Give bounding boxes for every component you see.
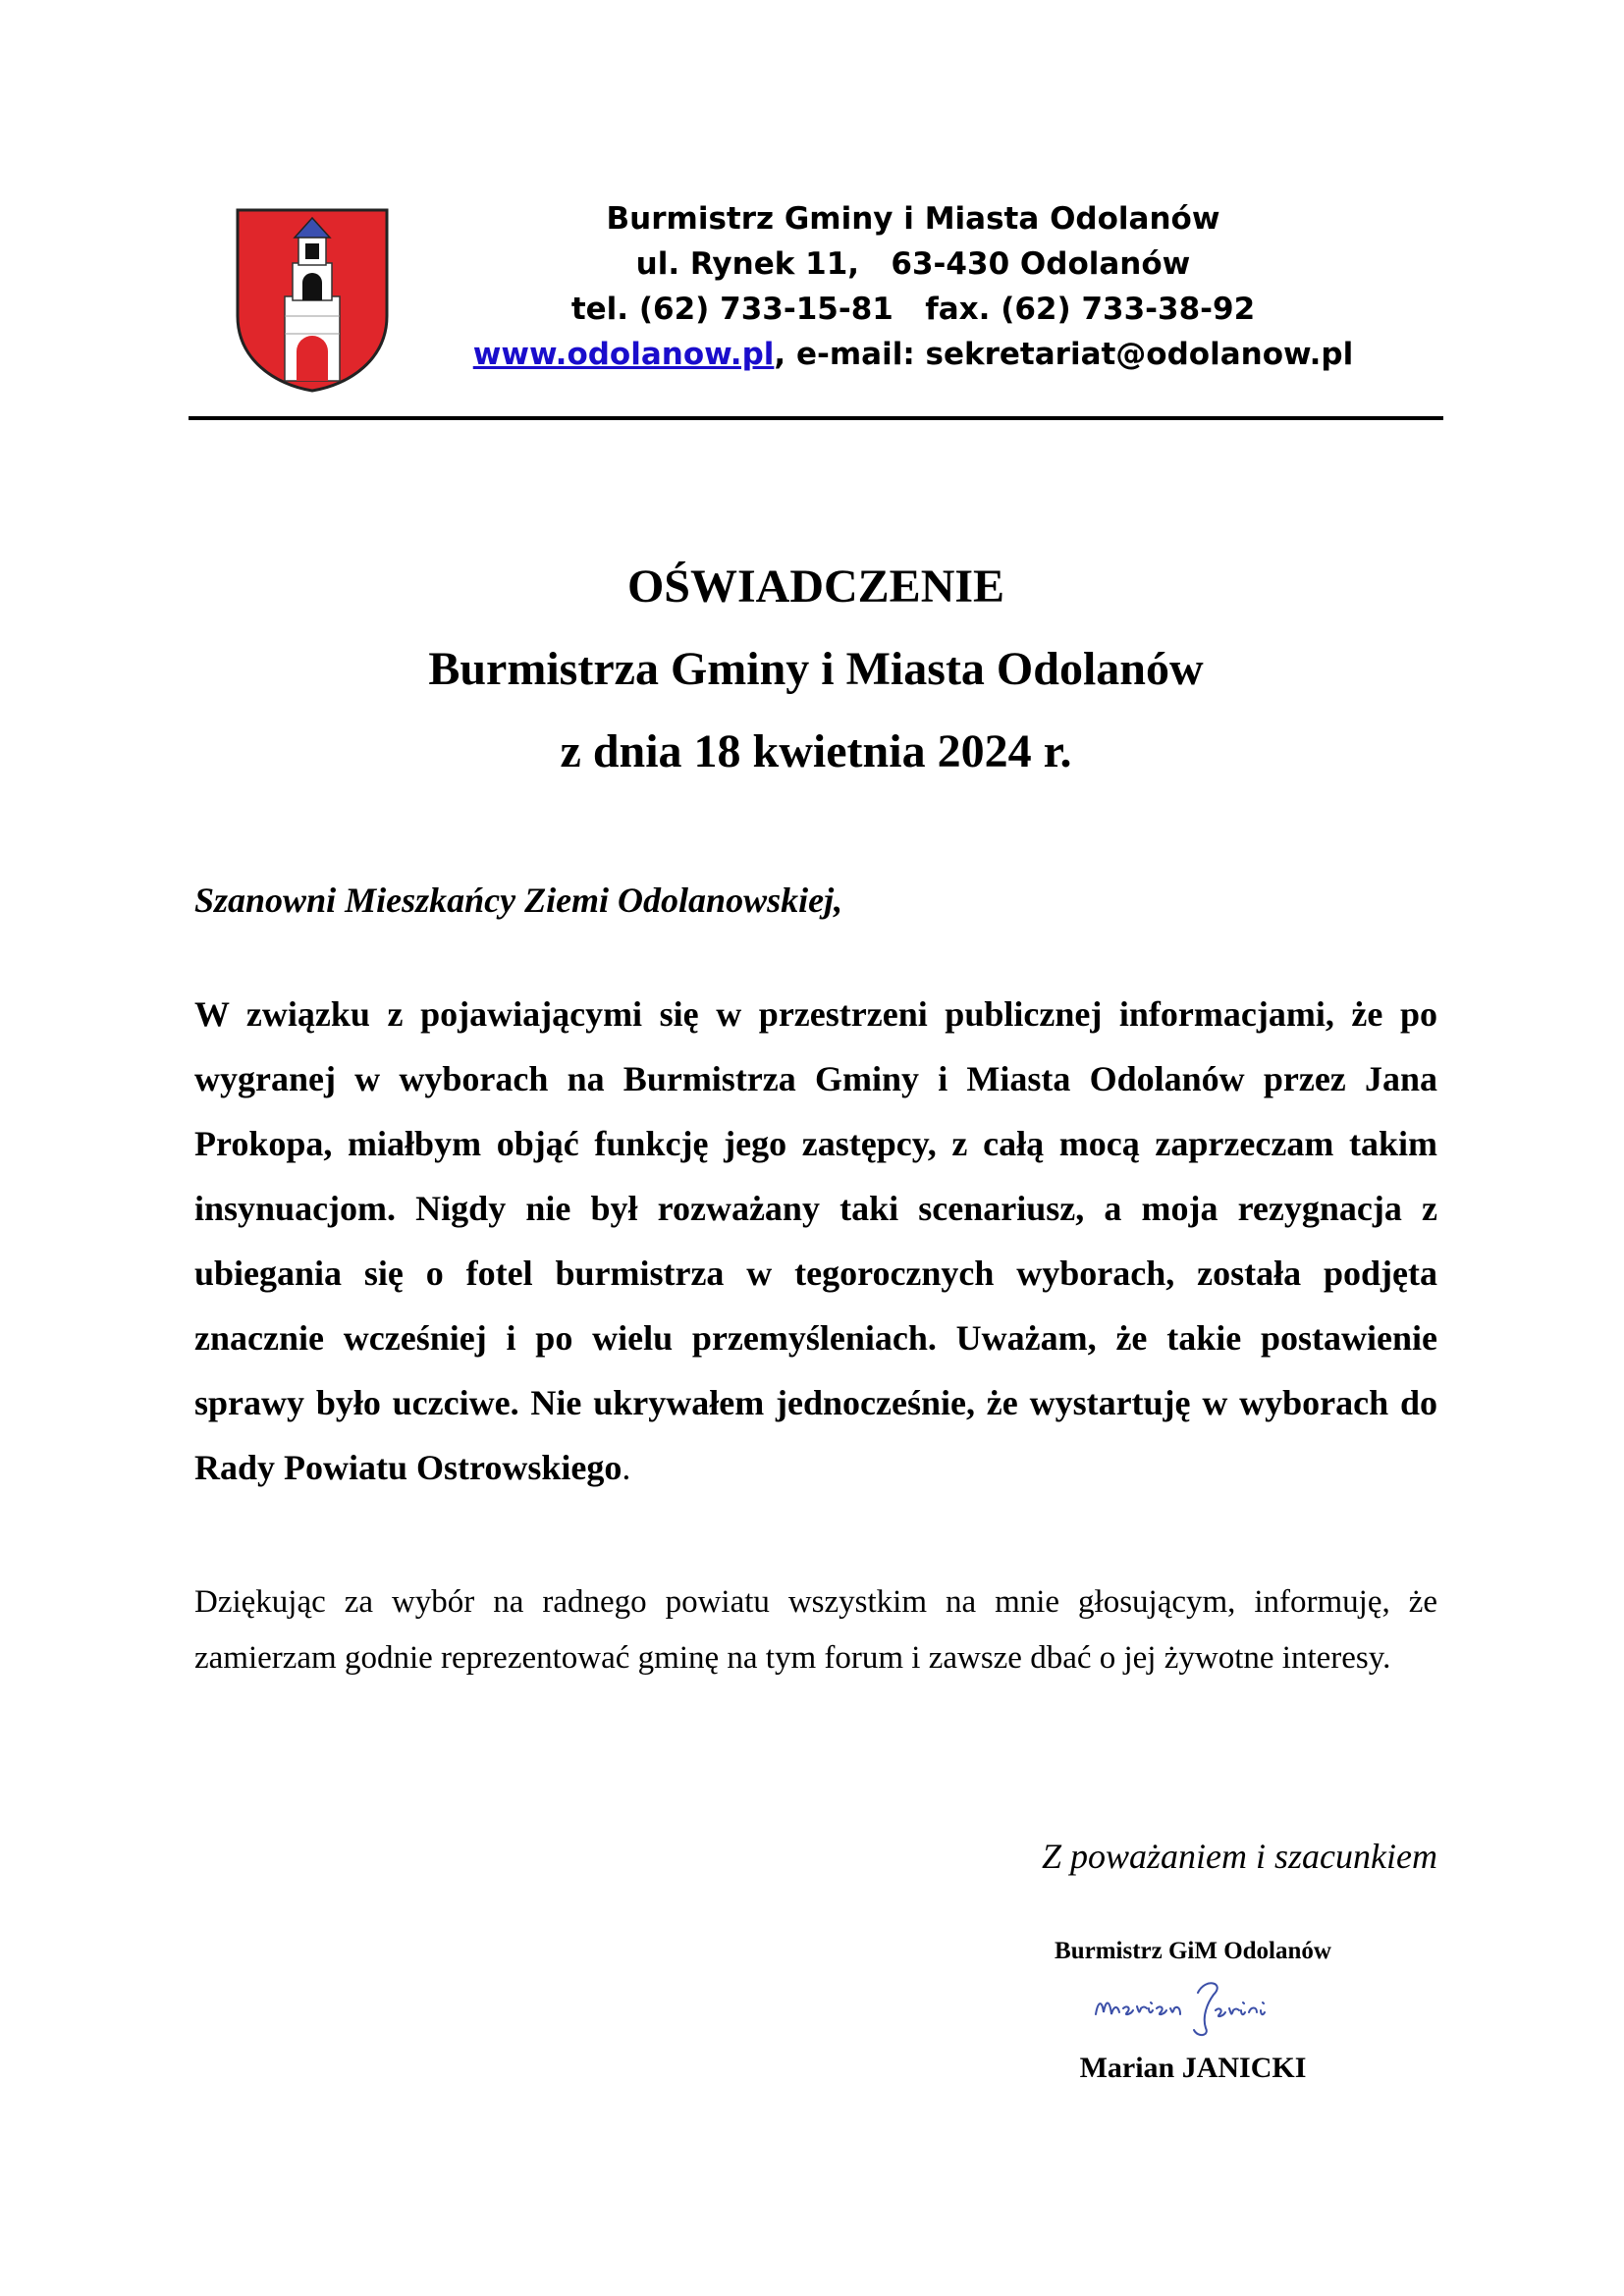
title-line-3: z dnia 18 kwietnia 2024 r. — [560, 725, 1072, 777]
handwritten-signature — [1088, 1973, 1363, 2042]
website-link[interactable]: www.odolanow.pl — [472, 337, 775, 372]
letterhead — [0, 0, 1624, 432]
closing-phrase: Z poważaniem i szacunkiem — [1042, 1837, 1437, 1876]
office-name: Burmistrz Gminy i Miasta Odolanów — [606, 201, 1220, 237]
salutation: Szanowni Mieszkańcy Ziemi Odolanowskiej, — [194, 881, 843, 920]
signatory-name: Marian JANICKI — [1079, 2052, 1307, 2084]
phone-fax: tel. (62) 733-15-81 fax. (62) 733-38-92 — [570, 292, 1256, 327]
statement-text: W związku z pojawiającymi się w przestrzeni publicznej informacjami, że po wygranej w wyborach na Burmistrza Gminy i Miasta Odolanów przez Jana Prokopa, miałbym objąć funkcję jego zastępcy, z całą mocą zaprzeczam takim insynuacjom. Nigdy nie był rozważany taki scenariusz, a moja rezygnacja z ubiegania się o fotel burmistrza w tegorocznych wyborach, została podjęta znacznie wcześniej i po wielu przemyśleniach. Uważam, że takie postawienie sprawy było uczciwe. Nie ukrywałem jednocześnie, że wystartuję w wyborach do Rady Powiatu Ostrowskiego — [194, 994, 1437, 1487]
signatory-office: Burmistrz GiM Odolanów — [1055, 1938, 1331, 1964]
contact-info — [393, 196, 1434, 377]
coat-of-arms-icon — [234, 206, 391, 395]
statement-end: . — [622, 1448, 631, 1487]
address: ul. Rynek 11, 63-430 Odolanów — [635, 246, 1191, 282]
title-line-2: Burmistrza Gminy i Miasta Odolanów — [428, 643, 1204, 695]
statement-paragraph — [194, 982, 1437, 1500]
thanks-paragraph: Dziękując za wybór na radnego powiatu wszystkim na mnie głosującym, informuję, że zamierzam godnie reprezentować gminę na tym forum i zawsze dbać o jej żywotne interesy. — [194, 1584, 1437, 1676]
email-text: , e-mail: sekretariat@odolanow.pl — [774, 337, 1354, 372]
title-line-1: OŚWIADCZENIE — [626, 561, 1005, 613]
document-title — [189, 546, 1443, 793]
header-divider — [189, 416, 1443, 420]
web-email-line — [393, 332, 1434, 377]
